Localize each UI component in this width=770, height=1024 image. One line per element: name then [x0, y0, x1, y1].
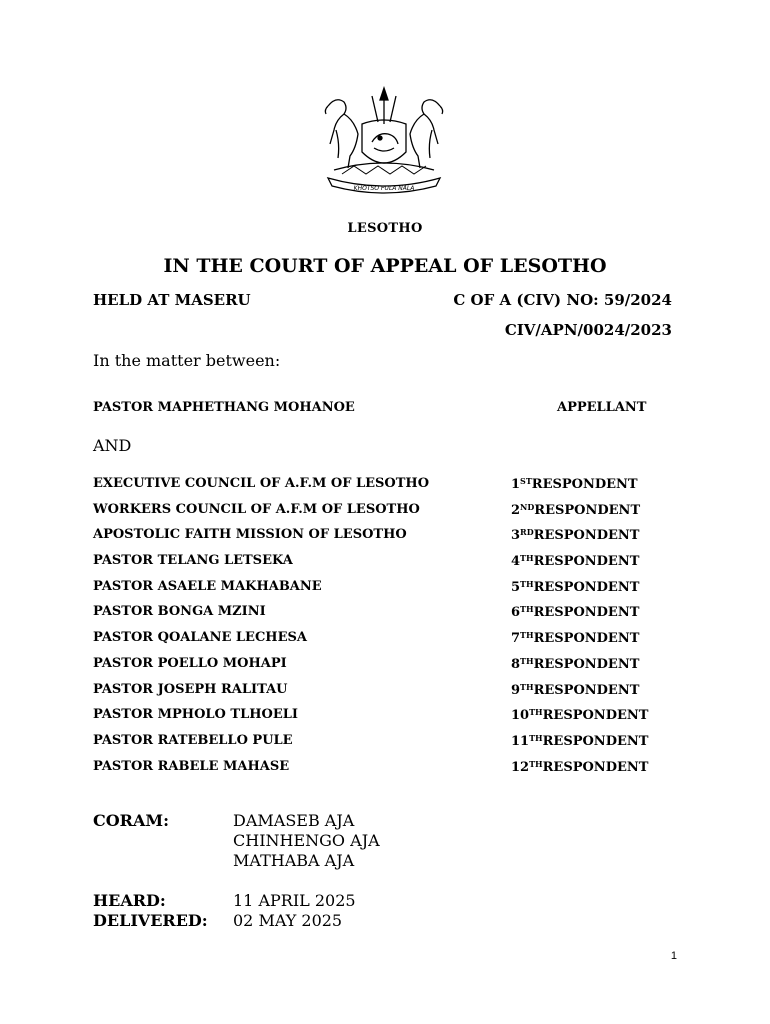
appellant-role: APPELLANT: [557, 400, 647, 415]
respondent-role: 11THRESPONDENT: [511, 732, 649, 749]
judge-name: DAMASEB AJA: [233, 811, 355, 830]
respondent-row: [0, 502, 770, 528]
respondent-row: [0, 553, 770, 579]
respondent-row: [0, 604, 770, 630]
respondent-name: PASTOR BONGA MZINI: [93, 604, 266, 620]
delivered-date: 02 MAY 2025: [233, 911, 343, 930]
respondent-role: 8THRESPONDENT: [511, 655, 640, 672]
respondent-name: WORKERS COUNCIL OF A.F.M OF LESOTHO: [93, 501, 420, 517]
appellant-name: PASTOR MAPHETHANG MOHANOE: [93, 400, 355, 415]
respondent-row: [0, 656, 770, 682]
respondent-row: [0, 733, 770, 759]
respondent-name: PASTOR RATEBELLO PULE: [93, 732, 293, 748]
respondent-row: [0, 579, 770, 605]
country-heading: LESOTHO: [347, 221, 423, 236]
and-separator: AND: [93, 436, 132, 455]
respondent-role: 7THRESPONDENT: [511, 630, 640, 647]
respondent-role: 4THRESPONDENT: [511, 553, 640, 570]
respondent-row: [0, 759, 770, 785]
respondent-row: [0, 527, 770, 553]
svg-text:KHOTSO PULA NALA: KHOTSO PULA NALA: [353, 185, 415, 192]
respondent-name: PASTOR TELANG LETSEKA: [93, 553, 293, 569]
respondent-role: 1STRESPONDENT: [511, 476, 638, 492]
judge-name: CHINHENGO AJA: [233, 831, 380, 850]
respondent-role: 12THRESPONDENT: [511, 758, 649, 775]
coram-label: CORAM:: [93, 811, 169, 830]
respondent-row: [0, 630, 770, 656]
respondent-role: 6THRESPONDENT: [511, 604, 640, 621]
page-number: 1: [670, 950, 677, 962]
court-title: IN THE COURT OF APPEAL OF LESOTHO: [163, 255, 607, 277]
heard-date: 11 APRIL 2025: [233, 891, 356, 910]
respondent-name: PASTOR RABELE MAHASE: [93, 758, 290, 774]
matter-intro: In the matter between:: [93, 351, 281, 370]
respondent-name: PASTOR QOALANE LECHESA: [93, 630, 307, 646]
lesotho-coat-of-arms-icon: [314, 86, 454, 198]
held-at: HELD AT MASERU: [93, 291, 251, 309]
respondent-name: PASTOR JOSEPH RALITAU: [93, 681, 288, 697]
respondent-row: [0, 707, 770, 733]
respondent-role: 10THRESPONDENT: [511, 707, 649, 724]
respondent-row: [0, 476, 770, 502]
respondent-name: PASTOR MPHOLO TLHOELI: [93, 707, 298, 723]
case-number: C OF A (CIV) NO: 59/2024: [453, 291, 672, 309]
respondent-role: 9THRESPONDENT: [511, 681, 640, 698]
respondents-list: [0, 476, 770, 784]
delivered-label: DELIVERED:: [93, 911, 208, 930]
respondent-role: 5THRESPONDENT: [511, 578, 640, 595]
civ-apn-number: CIV/APN/0024/2023: [504, 321, 672, 339]
respondent-name: APOSTOLIC FAITH MISSION OF LESOTHO: [93, 527, 407, 543]
respondent-role: 3RDRESPONDENT: [511, 527, 640, 544]
respondent-name: PASTOR POELLO MOHAPI: [93, 655, 287, 671]
respondent-role: 2NDRESPONDENT: [511, 501, 641, 518]
respondent-row: [0, 682, 770, 708]
respondent-name: EXECUTIVE COUNCIL OF A.F.M OF LESOTHO: [93, 476, 430, 491]
judge-name: MATHABA AJA: [233, 851, 355, 870]
respondent-name: PASTOR ASAELE MAKHABANE: [93, 578, 322, 594]
heard-label: HEARD:: [93, 891, 166, 910]
